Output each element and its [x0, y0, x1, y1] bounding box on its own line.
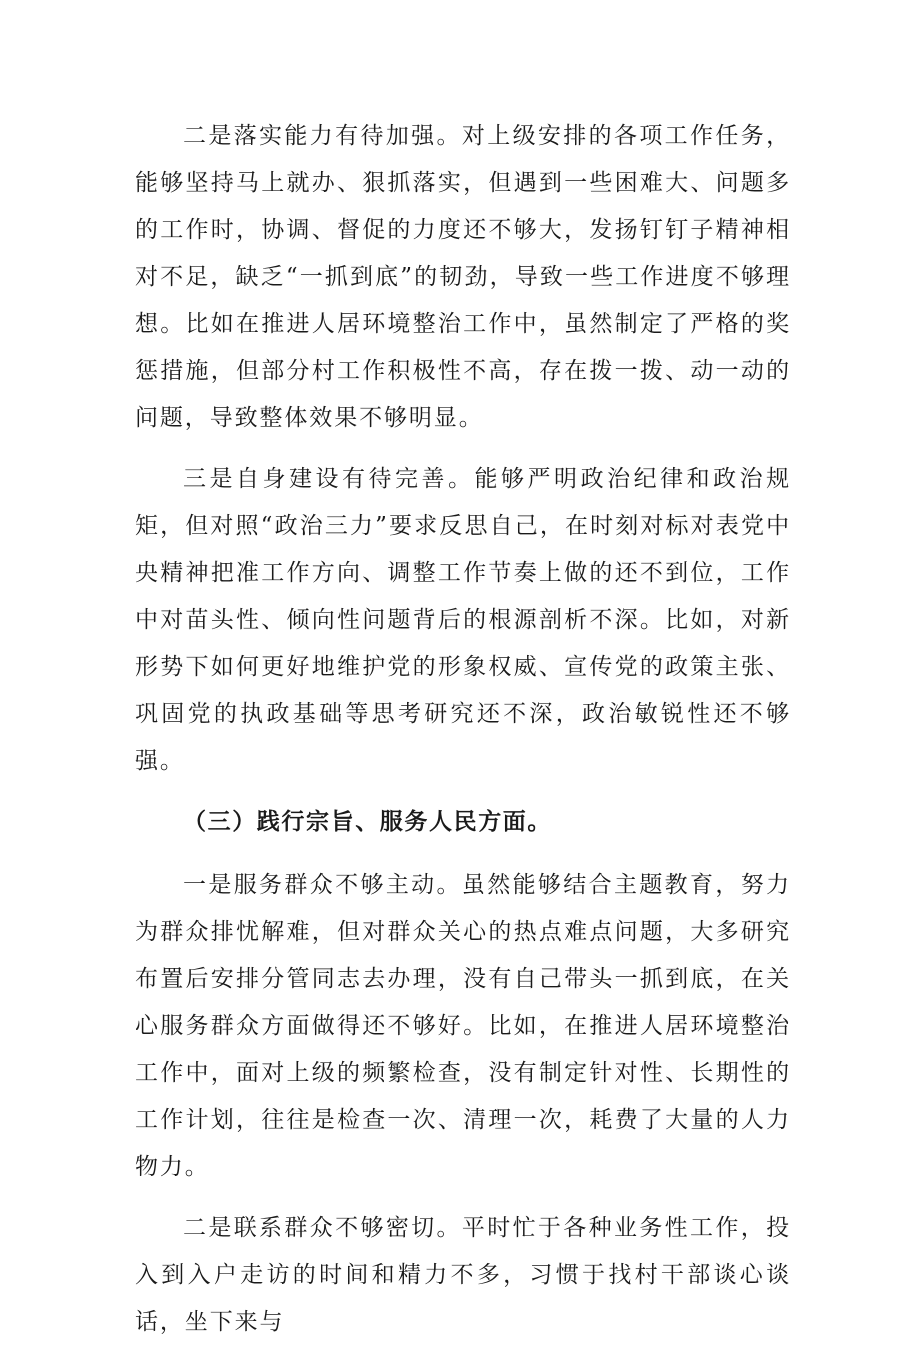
paragraph-implementation-ability: 二是落实能力有待加强。对上级安排的各项工作任务，能够坚持马上就办、狠抓落实，但遇到一些困难大、问题多的工作时，协调、督促的力度还不够大，发扬钉钉子精神相对不足，缺乏“一抓到底”的韧劲，导致一些工作进度不够理想。比如在推进人居环境整治工作中，虽然制定了严格的奖惩措施，但部分村工作积极性不高，存在拨一拨、动一动的问题，导致整体效果不够明显。	[135, 123, 791, 431]
document-body	[135, 113, 791, 1360]
section-heading-serve-people: （三）践行宗旨、服务人民方面。	[183, 809, 552, 835]
paragraph-self-construction: 三是自身建设有待完善。能够严明政治纪律和政治规矩，但对照“政治三力”要求反思自己，在时刻对标对表党中央精神把准工作方向、调整工作节奏上做的还不到位，工作中对苗头性、倾向性问题背后的根源剖析不深。比如，对新形势下如何更好地维护党的形象权威、宣传党的政策主张、巩固党的执政基础等思考研究还不深，政治敏锐性还不够强。	[135, 466, 791, 774]
paragraph-contact-masses: 二是联系群众不够密切。平时忙于各种业务性工作，投入到入户走访的时间和精力不多，习惯于找村干部谈心谈话，坐下来与	[135, 1215, 791, 1335]
paragraph-serve-masses: 一是服务群众不够主动。虽然能够结合主题教育，努力为群众排忧解难，但对群众关心的热点难点问题，大多研究布置后安排分管同志去办理，没有自己带头一抓到底，在关心服务群众方面做得还不够好。比如，在推进人居环境整治工作中，面对上级的频繁检查，没有制定针对性、长期性的工作计划，往往是检查一次、清理一次，耗费了大量的人力物力。	[135, 872, 791, 1180]
